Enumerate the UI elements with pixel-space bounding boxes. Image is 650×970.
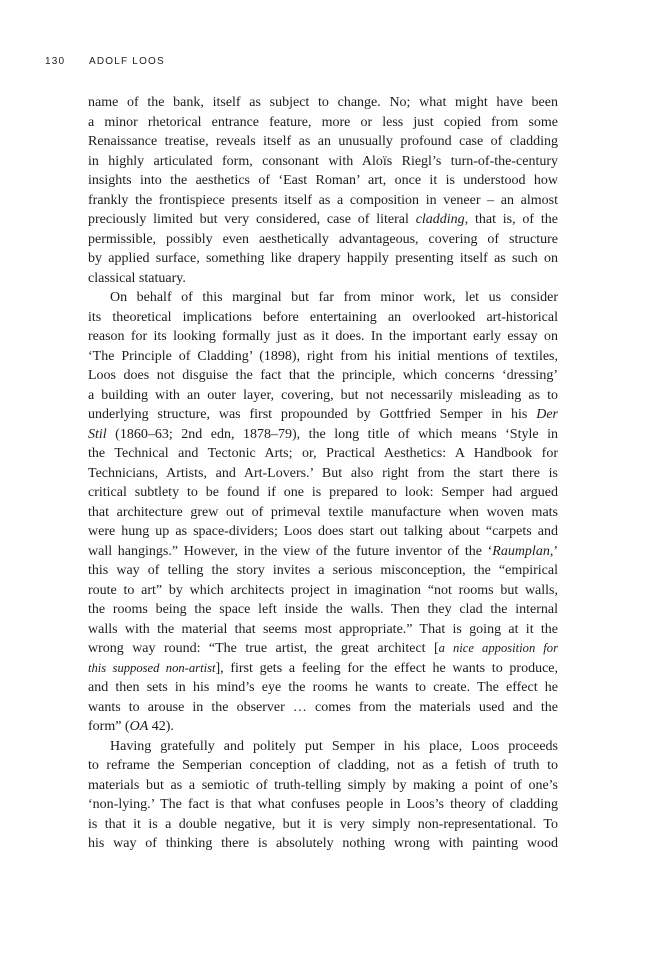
text-line [88,113,558,133]
text-line [88,347,558,367]
text-line [88,269,558,289]
text-line [88,834,558,854]
text-line [88,249,558,269]
text-run: Having gratefully and politely put Semper in his place, Loos proceeds [110,738,558,754]
paragraph [88,737,558,854]
text-run: Loos does not disguise the fact that the principle, which concerns ‘dressing’ [88,368,558,383]
text-line [88,464,558,484]
text-line [88,717,558,737]
text-line [88,561,558,581]
text-run: is that it is a double negative, but it is very simply non-representational. To [88,816,558,832]
text-line [88,425,558,445]
text-line [88,620,558,640]
text-run: permissible, possibly even aesthetically advantageous, covering of structure [88,231,558,247]
text-run: and then sets in his mind’s eye the rooms he wants to create. The effect he [88,680,558,695]
text-run: this way of telling the story invites a serious misconception, the “empirical [88,563,558,578]
italic-text: Stil [88,426,107,442]
text-run: reason for its looking formally just as it does. In the important early essay on [88,329,558,344]
text-run: to reframe the Semperian conception of cladding, not as a fetish of truth to [88,758,558,773]
text-line [88,815,558,835]
text-run: On behalf of this marginal but far from minor work, let us consider [110,290,558,305]
text-line [88,210,558,230]
text-line [88,678,558,698]
italic-text: OA [129,719,149,734]
text-run: ], first gets a feeling for the effect he wants to produce, [215,660,558,676]
text-line [88,483,558,503]
text-run: his way of thinking there is absolutely nothing wrong with painting wood [88,836,558,851]
text-line [88,776,558,796]
text-run: a minor rhetorical entrance feature, more or less just copied from some [88,114,558,130]
text-run: wall hangings.” However, in the view of the future inventor of the ‘ [88,543,493,559]
text-run: walls with the material that seems most appropriate.” That is going at it the [88,621,558,637]
text-run: the Technical and Tectonic Arts; or, Practical Aesthetics: A Handbook for [88,446,558,461]
text-line [88,132,558,152]
text-line [88,659,558,679]
text-run: by applied surface, something like drapery happily presenting itself as such on [88,251,558,266]
text-run: that architecture grew out of primeval textile manufacture when woven mats [88,504,558,520]
text-run: a building with an outer layer, covering, but not necessarily misleading as to [88,387,558,403]
text-line [88,542,558,562]
text-line [88,756,558,776]
running-title: ADOLF LOOS [88,56,165,67]
text-line [88,522,558,542]
body-text [88,93,558,854]
text-run: 42). [148,719,174,734]
text-line [88,444,558,464]
text-line [88,366,558,386]
text-line [88,639,558,659]
text-run: form” ( [88,719,130,734]
text-run: frankly the frontispiece presents itself as a composition in veneer – an almost [88,192,558,208]
text-line [88,795,558,815]
text-run: ‘non-lying.’ The fact is that what confuses people in Loos’s theory of cladding [88,797,558,812]
text-line [88,308,558,328]
text-run: wants to arouse in the observer … comes from the materials used and the [88,699,558,715]
text-run: critical subtlety to be found if one is prepared to look: Semper had argued [88,485,558,500]
italic-text: this supposed non-artist [88,660,216,675]
text-line [88,230,558,250]
text-run: in highly articulated form, consonant with Aloïs Riegl’s turn-of-the-century [88,153,558,169]
text-line [88,327,558,347]
text-line [88,581,558,601]
italic-text: cladding [415,212,465,227]
text-run: (1860–63; 2nd edn, 1878–79), the long title of which means ‘Style in [106,426,558,442]
text-run: name of the bank, itself as subject to change. No; what might have been [88,95,558,110]
text-run: ,’ [549,543,558,559]
text-line [88,191,558,211]
text-run: , that is, of the [464,212,558,227]
italic-text: a nice apposition for [438,641,558,655]
text-line [88,386,558,406]
italic-text: Der [536,407,558,422]
text-line [88,288,558,308]
text-run: the rooms being the space left inside the walls. Then they clad the internal [88,602,558,617]
text-line [88,171,558,191]
paragraph [88,288,558,737]
italic-text: Raumplan [492,543,550,559]
text-run: underlying structure, was first propounded by Gottfried Semper in his [88,407,537,422]
text-line [88,737,558,757]
text-line [88,152,558,172]
text-run: were hung up as space-dividers; Loos does start out talking about “carpets and [88,524,558,539]
text-run: its theoretical implications before entertaining an overlooked art-historical [88,309,558,325]
text-line [88,93,558,113]
running-head [45,56,165,67]
text-line [88,600,558,620]
text-run: preciously limited but very considered, case of literal [88,212,416,227]
text-run: classical statuary. [88,270,186,286]
text-run: insights into the aesthetics of ‘East Roman’ art, once it is understood how [88,173,558,188]
text-line [88,503,558,523]
text-line [88,405,558,425]
text-line [88,698,558,718]
text-run: Renaissance treatise, reveals itself as an unusually profound case of cladding [88,134,558,149]
paragraph [88,93,558,288]
text-run: materials but as a semiotic of truth-telling simply by making a point of one’s [88,777,558,793]
text-run: ‘The Principle of Cladding’ (1898), right from his initial mentions of textiles, [88,348,558,364]
page-number: 130 [45,56,66,67]
text-run: route to art” by which architects project in imagination “not rooms but walls, [88,582,558,598]
text-run: wrong way round: “The true artist, the great architect [ [88,641,439,656]
text-run: Technicians, Artists, and Art-Lovers.’ But also right from the start there is [88,465,558,481]
